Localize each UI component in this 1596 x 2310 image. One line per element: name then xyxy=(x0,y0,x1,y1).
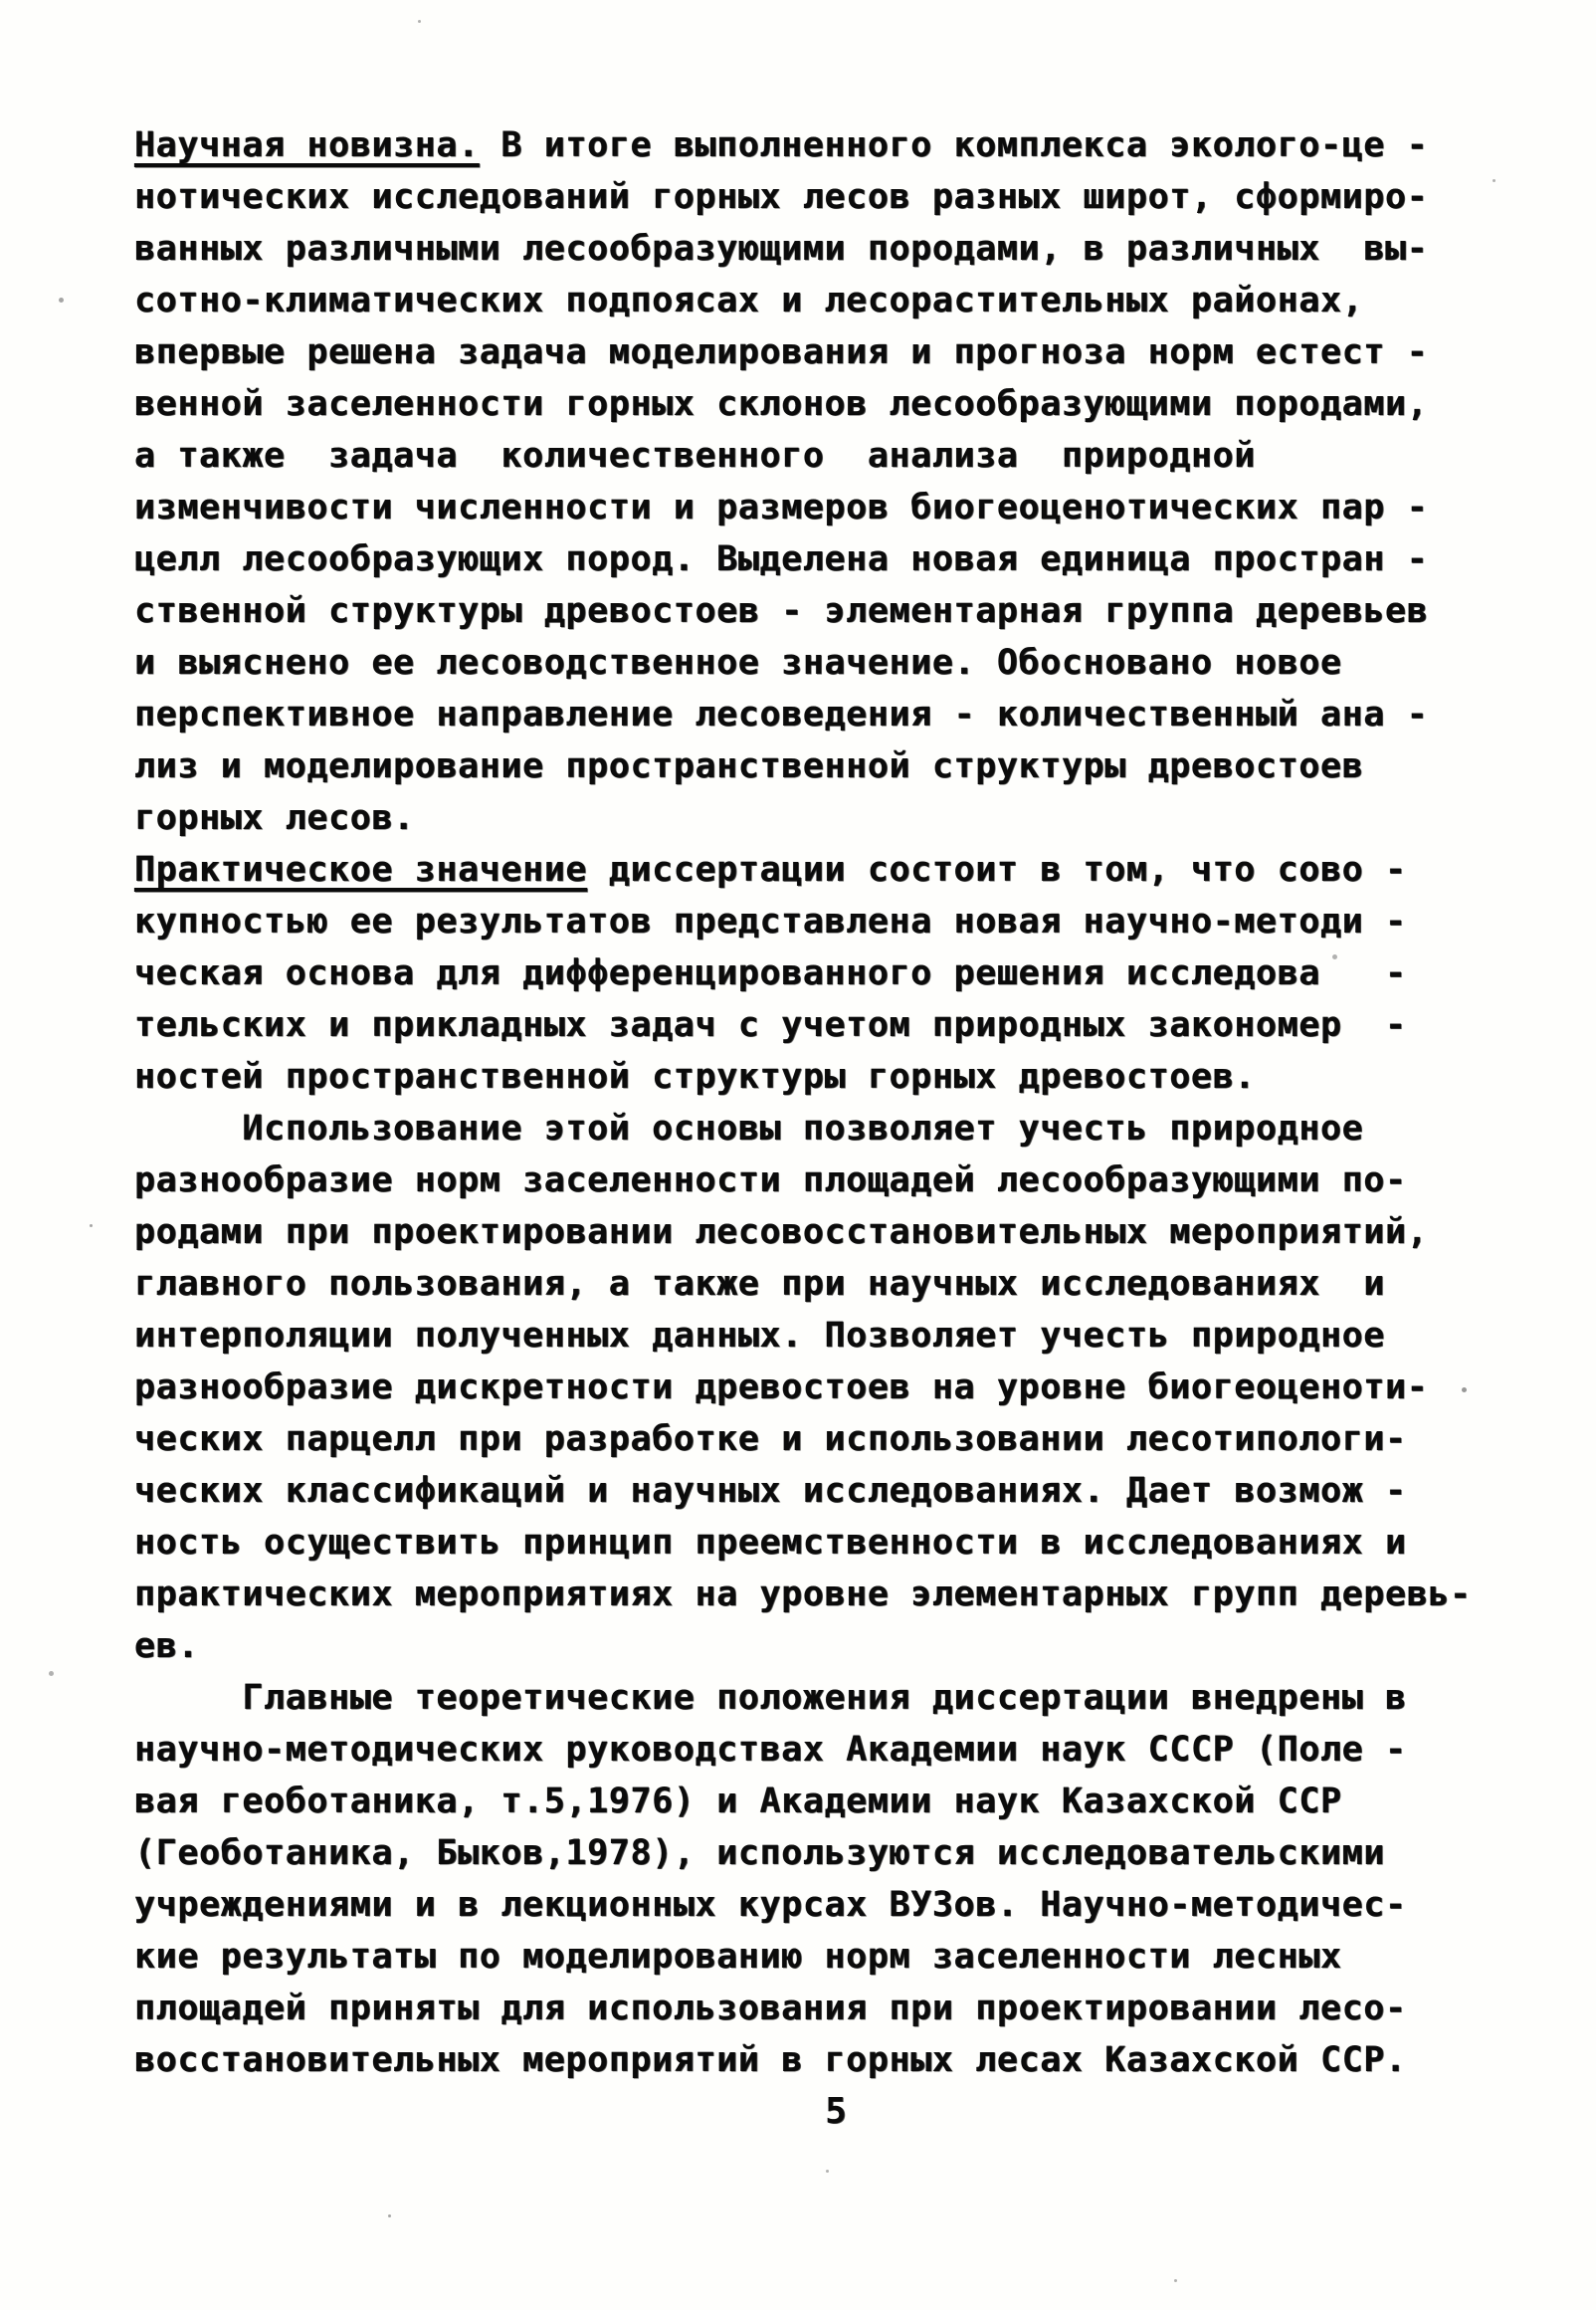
text-line: ственной структуры древостоев - элементарная группа деревьев xyxy=(134,591,1429,631)
text-line: разнообразие норм заселенности площадей лесообразующими по- xyxy=(134,1160,1407,1200)
text-line: Использование этой основы позволяет учесть природное xyxy=(134,1109,1364,1149)
text-line: лиз и моделирование пространственной структуры древостоев xyxy=(134,746,1364,786)
text-line: тельских и прикладных задач с учетом природных закономер - xyxy=(134,1005,1407,1045)
document-text xyxy=(134,119,1537,2086)
text-line: научно-методических руководствах Академии наук СССР (Поле - xyxy=(134,1730,1407,1770)
underlined-heading: Практическое значение xyxy=(134,850,588,890)
text-line: Главные теоретические положения диссертации внедрены в xyxy=(134,1678,1407,1718)
text-line: восстановительных мероприятий в горных лесах Казахской ССР. xyxy=(134,2040,1407,2080)
text-line: сотно-климатических подпоясах и лесорастительных районах, xyxy=(134,281,1364,320)
text-line: изменчивости численности и размеров биогеоценотических пар - xyxy=(134,488,1429,527)
text-line: купностью ее результатов представлена новая научно-методи - xyxy=(134,902,1407,942)
text-line: нотических исследований горных лесов разных широт, сформиро- xyxy=(134,177,1429,217)
text-line: ев. xyxy=(134,1626,200,1666)
text-line: ванных различными лесообразующими породами, в различных вы- xyxy=(134,229,1429,269)
text-line: целл лесообразующих пород. Выделена новая единица простран - xyxy=(134,539,1429,579)
text-line: ческая основа для дифференцированного решения исследова - xyxy=(134,953,1407,993)
text-line: учреждениями и в лекционных курсах ВУЗов. Научно-методичес- xyxy=(134,1885,1407,1925)
text-line: разнообразие дискретности древостоев на уровне биогеоценоти- xyxy=(134,1367,1429,1407)
text-line: венной заселенности горных склонов лесообразующими породами, xyxy=(134,384,1429,424)
text-line: вая геоботаника, т.5,1976) и Академии наук Казахской ССР xyxy=(134,1782,1342,1821)
text-line: а также задача количественного анализа природной xyxy=(134,436,1256,476)
text-line: впервые решена задача моделирования и прогноза норм естест - xyxy=(134,332,1429,372)
text-line: Научная новизна. В итоге выполненного комплекса эколого-це - xyxy=(134,125,1429,165)
text-line: ческих парцелл при разработке и использовании лесотипологи- xyxy=(134,1419,1407,1459)
scan-noise xyxy=(0,0,3,3)
text-line: ностей пространственной структуры горных древостоев. xyxy=(134,1057,1256,1097)
text-line: перспективное направление лесоведения - количественный ана - xyxy=(134,695,1429,735)
text-line: (Геоботаника, Быков,1978), используются исследовательскими xyxy=(134,1833,1385,1873)
text-line: и выяснено ее лесоводственное значение. Обосновано новое xyxy=(134,643,1342,683)
page-number: 5 xyxy=(825,2091,847,2132)
text-line: горных лесов. xyxy=(134,798,415,838)
text-line: родами при проектировании лесовосстановительных мероприятий, xyxy=(134,1212,1429,1252)
text-line: интерполяции полученных данных. Позволяет учесть природное xyxy=(134,1316,1385,1356)
underlined-heading: Научная новизна. xyxy=(134,125,480,165)
text-line: главного пользования, а также при научных исследованиях и xyxy=(134,1264,1385,1304)
text-line: практических мероприятиях на уровне элементарных групп деревь- xyxy=(134,1575,1472,1614)
text-line: ческих классификаций и научных исследованиях. Дает возмож - xyxy=(134,1471,1407,1511)
text-line: площадей приняты для использования при проектировании лесо- xyxy=(134,1989,1407,2028)
text-line: Практическое значение диссертации состоит в том, что сово - xyxy=(134,850,1407,890)
text-line: ность осуществить принцип преемственности в исследованиях и xyxy=(134,1523,1407,1563)
text-line: кие результаты по моделированию норм заселенности лесных xyxy=(134,1937,1342,1977)
